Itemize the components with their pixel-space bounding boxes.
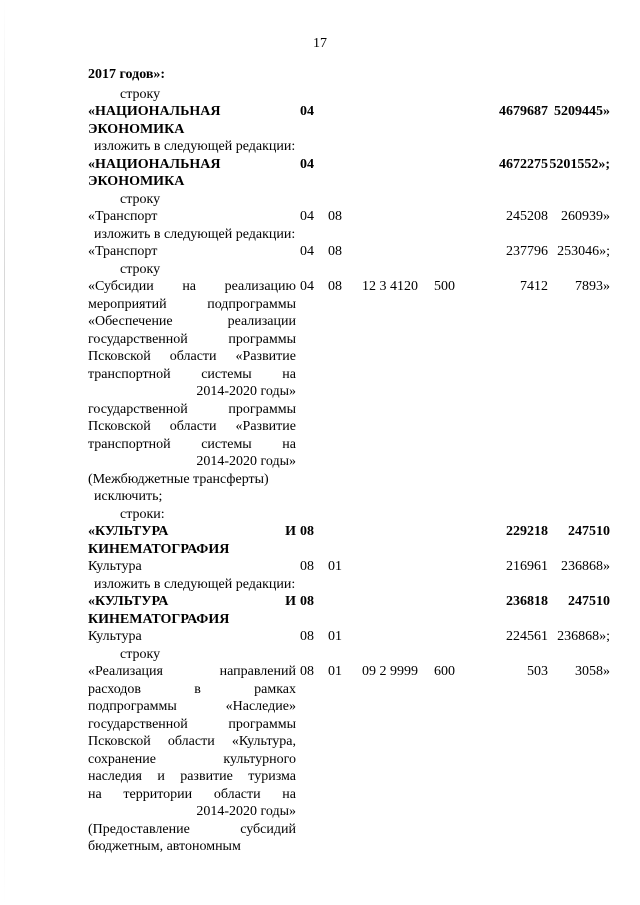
row-name-line: «КУЛЬТУРА И [88,524,296,539]
section-code: 04 [300,244,314,259]
amount-2017: 3058» [575,664,610,679]
budget-row [88,523,610,558]
amount-2017: 236868» [561,559,610,574]
budget-row [88,663,610,856]
amount-2016: 7412 [520,279,548,294]
row-name-line: наследия и развитие туризма [88,769,296,784]
budget-row [88,156,610,191]
section-code: 08 [300,559,314,574]
instruction-text: строки: [120,506,165,522]
budget-row [88,278,610,488]
amount-2017: 247510 [568,594,610,609]
target-article-code [358,103,430,138]
row-name-line: Псковской области «Развитие [88,419,296,434]
target-article-code [358,156,430,191]
instruction-text: изложить в следующей редакции: [94,139,296,154]
row-name-line: ЭКОНОМИКА [88,121,185,137]
amount-2016: 237796 [506,244,548,259]
target-article-code [358,208,430,226]
instruction-text: строку [120,646,161,662]
expense-type-code: 500 [434,279,455,294]
row-name [88,593,296,628]
instruction-text: строку [120,86,161,102]
row-name [88,156,296,191]
amount-2016: 229218 [506,524,548,539]
budget-row [88,208,610,226]
row-name-line: государственной программы [88,716,296,732]
instruction-text: строку [120,261,161,277]
target-article-code [358,523,430,558]
amount-2017: 5201552»; [549,156,610,172]
row-name-line: «Субсидии на реализацию [88,279,296,294]
budget-row [88,103,610,138]
row-name-line: 2014-2020 годы» [196,384,296,399]
expense-type-code [430,156,476,191]
amount-2016: 503 [527,664,548,679]
row-name-line: КИНЕМАТОГРАФИЯ [88,541,230,557]
amount-2017: 253046»; [557,244,610,259]
section-code: 08 [300,524,314,539]
expense-type-code [430,558,476,576]
row-name-line: «НАЦИОНАЛЬНАЯ [88,156,221,172]
subsection-code: 01 [328,664,342,679]
scan-edge-mark [4,0,5,905]
row-name-line: транспортной системы на [88,436,296,452]
subsection-code: 01 [328,629,342,644]
expense-type-code: 600 [434,664,455,679]
row-name-line: «Обеспечение реализации [88,314,296,329]
expense-type-code [430,208,476,226]
section-code: 04 [300,209,314,224]
section-header: 2017 годов»: [88,67,166,82]
target-article-code [358,558,430,576]
row-name-line: сохранение культурного [88,751,296,767]
row-name-line: «КУЛЬТУРА И [88,594,296,609]
amount-2016: 4672275 [499,156,548,172]
row-name-line: государственной программы [88,331,296,347]
amount-2017: 260939» [561,209,610,224]
document-body [88,66,610,856]
expense-type-code [430,103,476,138]
row-name [88,103,296,138]
subsection-code [324,156,358,191]
row-name-line: Псковской области «Культура, [88,734,296,749]
budget-row [88,593,610,628]
row-name-line: на территории области на [88,786,296,802]
row-name-line: КИНЕМАТОГРАФИЯ [88,611,230,627]
subsection-code [324,593,358,628]
row-name [88,523,296,558]
row-name-line: 2014-2020 годы» [196,804,296,819]
expense-type-code [430,628,476,646]
row-name-line: (Межбюджетные трансферты) [88,471,269,487]
amount-2017: 236868»; [557,629,610,644]
row-name-line: расходов в рамках [88,681,296,697]
subsection-code: 08 [328,279,342,294]
section-code: 04 [300,156,314,172]
target-article-code [358,243,430,261]
row-name-line: бюджетным, автономным [88,839,241,854]
expense-type-code [430,593,476,628]
amount-2016: 216961 [506,559,548,574]
instruction-text: исключить; [94,489,163,504]
amount-2017: 5209445» [554,104,610,119]
row-name-line: (Предоставление субсидий [88,821,296,837]
row-name [88,243,296,261]
expense-type-code [430,523,476,558]
expense-type-code [430,243,476,261]
row-name-line: государственной программы [88,401,296,417]
instruction-text: изложить в следующей редакции: [94,576,296,592]
target-article-code [358,628,430,646]
amount-2016: 224561 [506,629,548,644]
target-article-code [358,593,430,628]
amount-2016: 236818 [506,594,548,609]
amount-2017: 247510 [568,524,610,539]
page-number: 17 [313,36,327,51]
section-code: 08 [300,629,314,644]
subsection-code: 08 [328,209,342,224]
row-name-line: «НАЦИОНАЛЬНАЯ [88,104,221,119]
subsection-code: 01 [328,559,342,574]
row-name-line: 2014-2020 годы» [196,454,296,469]
row-name [88,663,296,856]
budget-row [88,628,610,646]
subsection-code [324,103,358,138]
instruction-text: строку [120,191,161,207]
target-article-code: 09 2 9999 [362,664,418,679]
section-code: 04 [300,104,314,119]
row-name-line: транспортной системы на [88,366,296,382]
row-name-line: ЭКОНОМИКА [88,174,185,189]
row-name-line: Культура [88,629,142,644]
row-name-line: «Транспорт [88,209,158,224]
amount-2017: 7893» [575,279,610,294]
row-name [88,558,296,576]
budget-row [88,243,610,261]
row-name-line: Культура [88,559,142,574]
row-name-line: «Транспорт [88,244,158,259]
budget-row [88,558,610,576]
row-name [88,628,296,646]
row-name-line: «Реализация направлений [88,664,296,679]
row-name [88,208,296,226]
target-article-code: 12 3 4120 [362,279,418,294]
row-name-line: подпрограммы «Наследие» [88,699,296,714]
section-code: 08 [300,594,314,609]
amount-2016: 4679687 [499,104,548,119]
amount-2016: 245208 [506,209,548,224]
row-name-line: Псковской области «Развитие [88,349,296,364]
section-code: 04 [300,279,314,294]
instruction-text: изложить в следующей редакции: [94,226,296,242]
row-name-line: мероприятий подпрограммы [88,296,296,312]
section-code: 08 [300,664,314,679]
subsection-code [324,523,358,558]
subsection-code: 08 [328,244,342,259]
row-name [88,278,296,488]
